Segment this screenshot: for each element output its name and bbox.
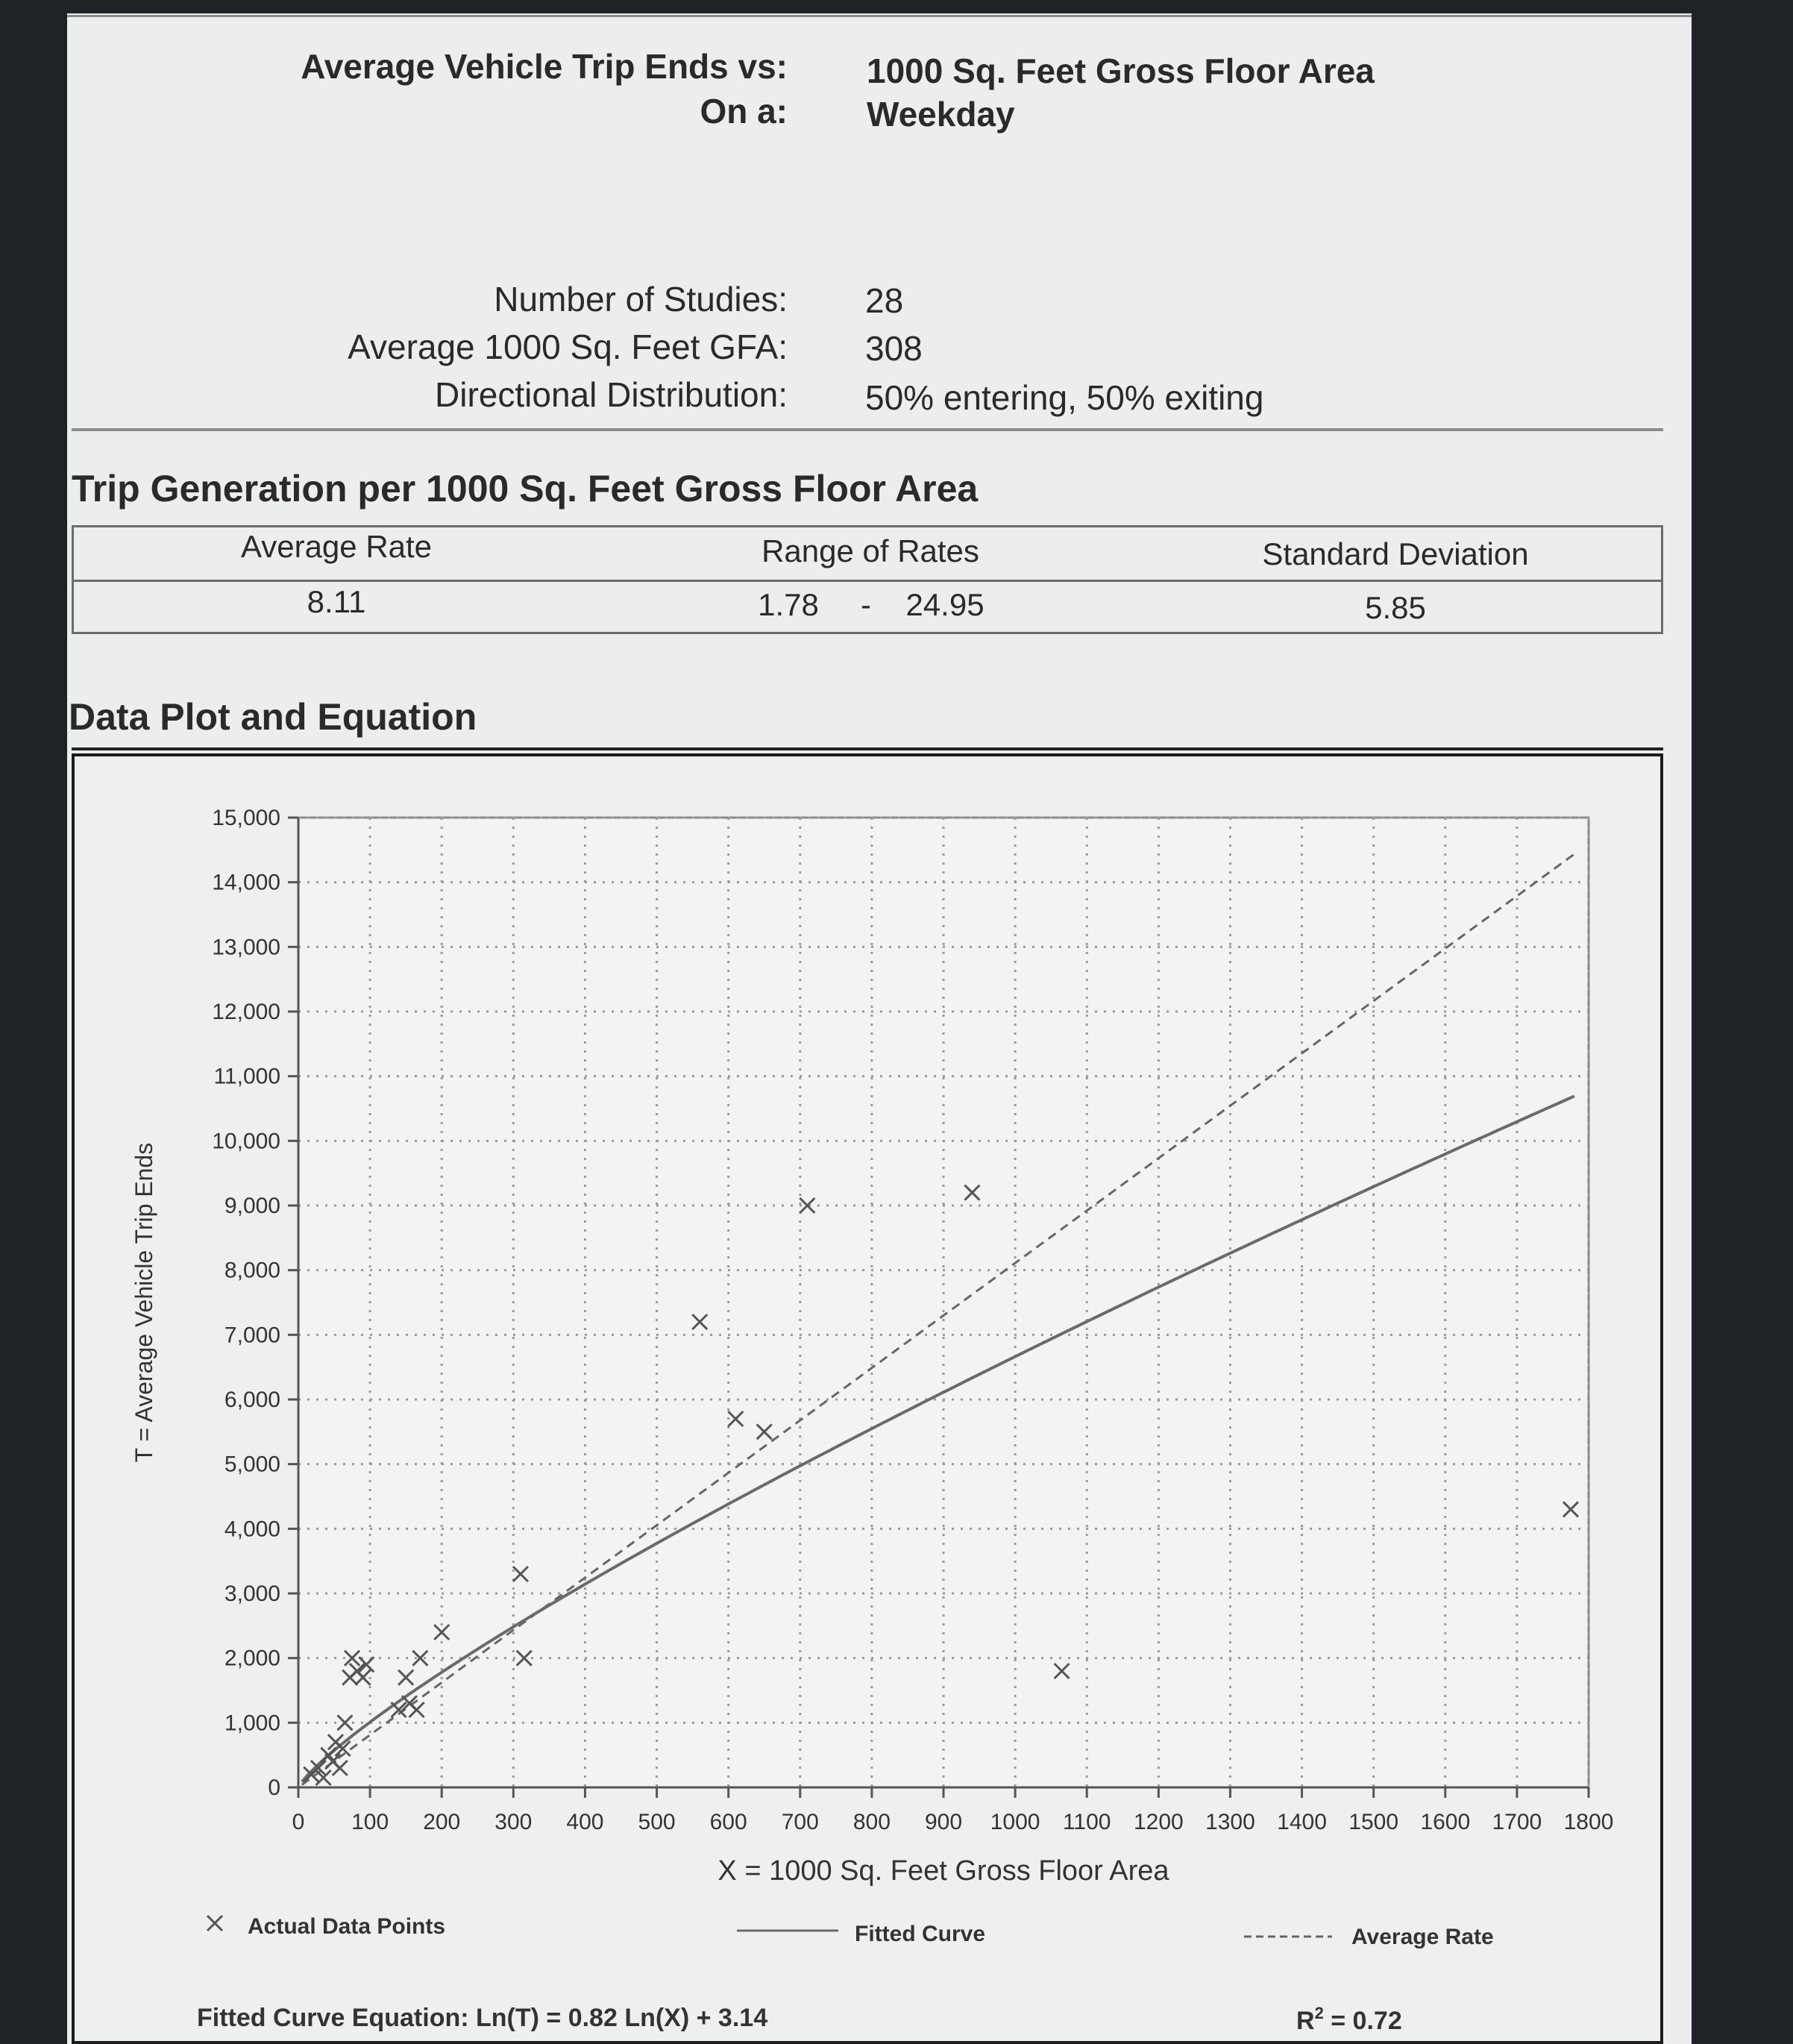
y-tick-label: 5,000 — [224, 1452, 280, 1477]
r-squared-value: = 0.72 — [1323, 2007, 1402, 2035]
y-tick-label: 7,000 — [224, 1323, 280, 1348]
avg-gfa-label: Average 1000 Sq. Feet GFA: — [348, 327, 788, 366]
x-tick-label: 100 — [351, 1810, 389, 1834]
header-label-1: Average Vehicle Trip Ends vs: — [301, 47, 788, 86]
x-tick-label: 1600 — [1420, 1810, 1471, 1834]
x-tick-label: 1100 — [1062, 1810, 1111, 1834]
y-tick-label: 13,000 — [212, 935, 280, 960]
y-tick-label: 8,000 — [224, 1258, 280, 1283]
x-tick-label: 800 — [852, 1810, 891, 1834]
y-tick-label: 10,000 — [212, 1129, 280, 1154]
x-tick-label: 1200 — [1133, 1810, 1184, 1834]
legend-curve-label: Fitted Curve — [855, 1922, 986, 1946]
y-tick-label: 15,000 — [212, 806, 280, 830]
legend-points-icon — [207, 1916, 222, 1931]
y-tick-label: 4,000 — [224, 1517, 280, 1542]
x-tick-label: 500 — [638, 1810, 676, 1834]
x-tick-label: 1800 — [1563, 1810, 1614, 1834]
r-squared-superscript: 2 — [1314, 2004, 1324, 2022]
header-value-1: 1000 Sq. Feet Gross Floor Area — [867, 51, 1375, 90]
x-tick-label: 0 — [292, 1810, 305, 1834]
x-tick-label: 1300 — [1205, 1810, 1255, 1834]
x-tick-label: 400 — [566, 1810, 604, 1834]
range-separator: - — [861, 587, 871, 622]
rates-table — [72, 525, 1663, 634]
x-tick-label: 900 — [924, 1810, 963, 1834]
x-tick-label: 200 — [423, 1810, 461, 1834]
x-tick-label: 600 — [709, 1810, 747, 1834]
r-squared — [1296, 2004, 1402, 2035]
studies-value: 28 — [865, 281, 904, 320]
studies-label: Number of Studies: — [494, 280, 788, 319]
y-axis-title: T = Average Vehicle Trip Ends — [131, 1142, 157, 1463]
x-tick-label: 1700 — [1492, 1810, 1542, 1834]
y-tick-label: 2,000 — [224, 1646, 280, 1671]
y-tick-label: 3,000 — [224, 1581, 280, 1606]
header-label-2: On a: — [700, 92, 788, 131]
stats-rule — [72, 428, 1663, 431]
y-tick-label: 1,000 — [224, 1711, 280, 1736]
col-range-of-rates: Range of Rates — [762, 533, 979, 568]
y-tick-label: 9,000 — [224, 1194, 280, 1218]
x-tick-label: 1400 — [1277, 1810, 1327, 1834]
x-tick-label: 300 — [494, 1810, 533, 1834]
r-squared-base: R — [1296, 2007, 1315, 2035]
y-tick-label: 11,000 — [213, 1064, 280, 1089]
range-high-value: 24.95 — [905, 587, 985, 622]
std-dev-value: 5.85 — [1365, 590, 1426, 625]
y-tick-label: 6,000 — [224, 1388, 280, 1412]
fitted-curve-equation: Fitted Curve Equation: Ln(T) = 0.82 Ln(X) + 3.14 — [197, 2004, 768, 2032]
legend-avg-label: Average Rate — [1351, 1925, 1494, 1949]
chart-panel — [72, 753, 1663, 2044]
plot-title-rule — [72, 747, 1663, 750]
top-rule — [67, 15, 1692, 17]
y-tick-label: 12,000 — [212, 1000, 280, 1024]
report-sheet — [67, 13, 1692, 2044]
rates-table-header — [74, 527, 1661, 582]
y-tick-label: 14,000 — [212, 870, 280, 895]
y-tick-label: 0 — [268, 1775, 280, 1800]
header-value-2: Weekday — [867, 95, 1015, 134]
range-low-value: 1.78 — [758, 587, 819, 622]
average-rate-value: 8.11 — [307, 584, 366, 619]
x-tick-label: 1000 — [990, 1810, 1040, 1834]
trip-gen-title: Trip Generation per 1000 Sq. Feet Gross Floor Area — [72, 468, 979, 510]
distribution-label: Directional Distribution: — [435, 375, 788, 414]
col-standard-deviation: Standard Deviation — [1262, 536, 1529, 571]
plot-section-title: Data Plot and Equation — [69, 696, 477, 738]
avg-gfa-value: 308 — [865, 329, 923, 368]
rates-table-row — [74, 581, 1661, 633]
x-tick-label: 1500 — [1348, 1810, 1399, 1834]
x-tick-label: 700 — [781, 1810, 819, 1834]
x-axis-title: X = 1000 Sq. Feet Gross Floor Area — [717, 1855, 1169, 1887]
legend-points-label: Actual Data Points — [248, 1914, 446, 1939]
col-average-rate: Average Rate — [240, 529, 433, 564]
distribution-value: 50% entering, 50% exiting — [865, 378, 1264, 417]
scatter-chart — [75, 756, 1660, 2041]
